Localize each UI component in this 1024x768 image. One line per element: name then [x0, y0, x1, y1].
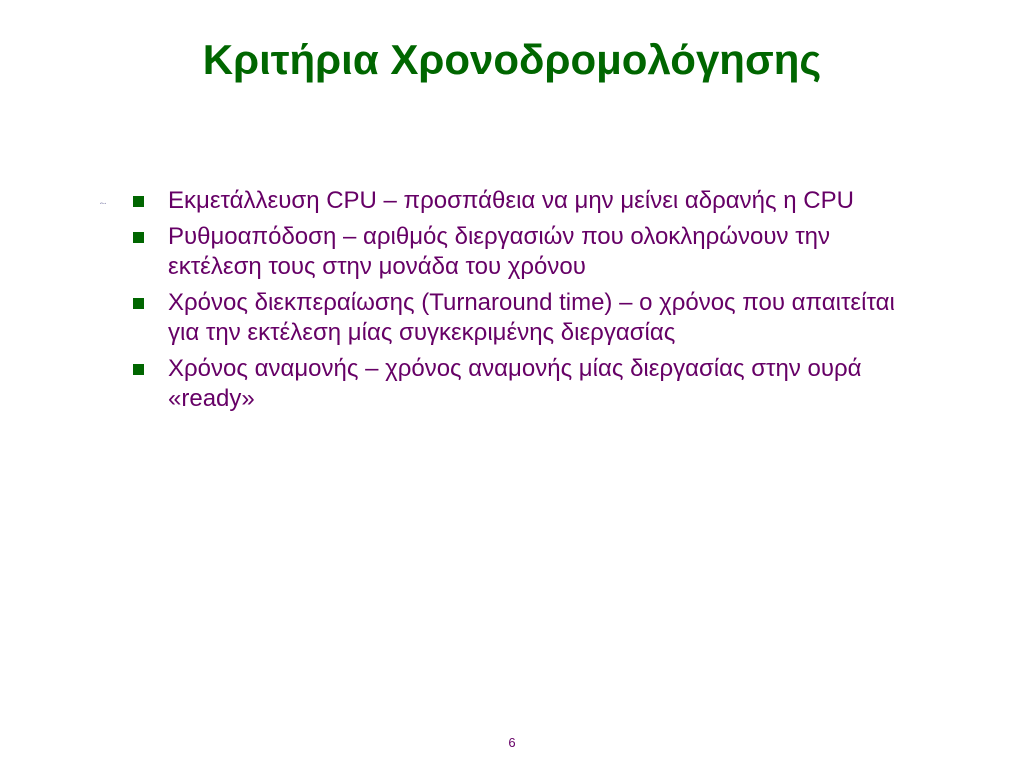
bullet-item [128, 222, 908, 282]
bullet-text: Εκμετάλλευση CPU – προσπάθεια να μην μείνει αδρανής η CPU [168, 187, 854, 214]
square-bullet-icon [133, 196, 144, 207]
bullet-text: Χρόνος διεκπεραίωσης (Turnaround time) – ο χρόνος που απαιτείται για την εκτέλεση μίας συγκεκριμένης διεργασίας [168, 289, 895, 346]
bullet-item [128, 186, 908, 216]
bullet-item [128, 288, 908, 348]
bullet-text: Χρόνος αναμονής – χρόνος αναμονής μίας διεργασίας στην ουρά «ready» [168, 355, 862, 412]
square-bullet-icon [133, 232, 144, 243]
stray-mark [100, 201, 106, 204]
square-bullet-icon [133, 298, 144, 309]
stray-mark-path [100, 203, 106, 204]
bullet-item [128, 354, 908, 414]
page-number: 6 [508, 735, 516, 750]
bullet-list [128, 186, 908, 420]
slide-title: Κριτήρια Χρονοδρομολόγησης [202, 36, 822, 83]
square-bullet-icon [133, 364, 144, 375]
bullet-text: Ρυθμοαπόδοση – αριθμός διεργασιών που ολοκληρώνουν την εκτέλεση τους στην μονάδα του χρόνου [168, 223, 831, 280]
